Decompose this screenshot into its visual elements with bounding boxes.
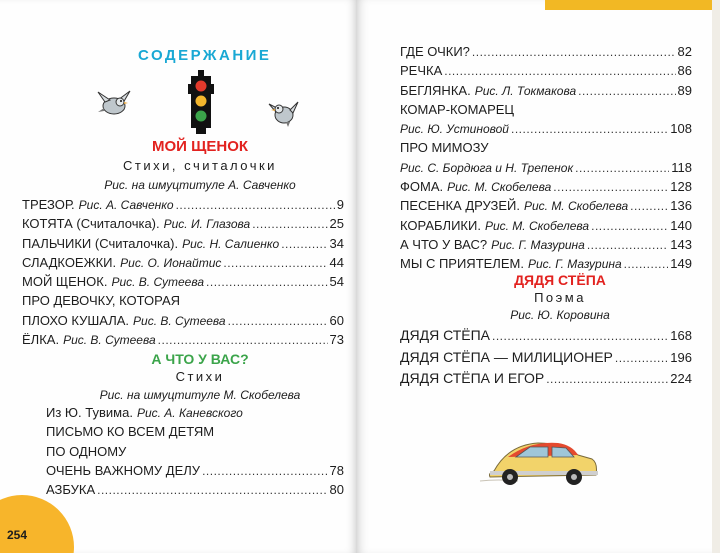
- toc-leader-dots: [587, 237, 668, 252]
- toc-entry-illustrator: Рис. М. Скобелева: [484, 218, 590, 233]
- sparrow-icon: [268, 98, 300, 128]
- toc-entry-title: РЕЧКА: [400, 63, 443, 79]
- toc-entry-title: Из Ю. Тувима.: [46, 405, 133, 420]
- toc-entry: [400, 198, 692, 217]
- toc-entry-title: ПРО МИМОЗУ: [400, 140, 489, 156]
- toc-entry-title: ГДЕ ОЧКИ?: [400, 44, 470, 59]
- toc-entry: [400, 83, 692, 102]
- toc-entry-page: 44: [329, 254, 344, 270]
- toc-entry: [22, 293, 344, 312]
- toc-entry-page: 168: [670, 328, 692, 343]
- toc-leader-dots: [615, 350, 668, 365]
- toc-entry-illustrator: Рис. О. Ионайтис: [120, 255, 222, 270]
- toc-entry-title: ЁЛКА.: [22, 332, 60, 348]
- sparrow-icon: [96, 88, 134, 118]
- toc-entry-illustrator: Рис. Г. Мазурина: [491, 237, 585, 252]
- toc-entry-page: 89: [677, 82, 692, 98]
- toc-entry: [400, 63, 692, 82]
- toc-entry-illustrator: Рис. В. Сутеева: [111, 275, 205, 290]
- toc-entry-page: 140: [670, 217, 692, 233]
- toc-entry-title: ДЯДЯ СТЁПА — МИЛИЦИОНЕР: [400, 348, 613, 365]
- toc-leader-dots: [444, 63, 675, 78]
- toc-entry-page: 149: [670, 256, 692, 272]
- page-number: 254: [7, 528, 28, 542]
- toc-entry: [400, 121, 692, 140]
- contents-title: СОДЕРЖАНИЕ: [138, 47, 272, 64]
- toc-entry-page: 86: [677, 63, 692, 79]
- toc-leader-dots: [575, 160, 669, 175]
- toc-entry: [22, 197, 344, 216]
- toc-leader-dots: [578, 83, 675, 98]
- toc-entry: [400, 179, 692, 198]
- toc-entry-illustrator: Рис. Г. Мазурина: [527, 257, 622, 272]
- toc-entry-page: 224: [670, 371, 692, 386]
- toc-entry-title: ОЧЕНЬ ВАЖНОМУ ДЕЛУ: [46, 462, 201, 478]
- toc-entry-illustrator: Рис. В. Сутеева: [63, 333, 156, 348]
- toc-entry-title: КОМАР-КОМАРЕЦ: [400, 101, 515, 117]
- toc-entry-title: ПАЛЬЧИКИ (Считалочка).: [22, 235, 179, 251]
- toc-entry: [400, 237, 692, 256]
- toc-entry-title: ПЛОХО КУШАЛА.: [22, 312, 130, 328]
- toc-entry-page: 60: [329, 312, 344, 328]
- toc-entry: [46, 482, 344, 501]
- toc-entry-title: КОРАБЛИКИ.: [400, 217, 481, 233]
- toc-entry-page: 82: [677, 44, 692, 59]
- toc-leader-dots: [591, 218, 668, 233]
- toc-entry-page: 108: [670, 121, 692, 137]
- toc-entry: [22, 216, 344, 235]
- toc-entry: [400, 349, 692, 371]
- toc-entry-title: ПО ОДНОМУ: [46, 443, 127, 459]
- toc-leader-dots: [472, 44, 676, 59]
- toc-entry-title: КОТЯТА (Считалочка).: [22, 216, 160, 232]
- toc-entry-illustrator: Рис. А. Каневского: [136, 406, 243, 420]
- toc-leader-dots: [492, 328, 668, 343]
- toc-leader-dots: [202, 463, 327, 478]
- toc-leader-dots: [97, 482, 327, 497]
- page-edge-decoration: [545, 0, 720, 10]
- toc-entry: [400, 160, 692, 179]
- toc-entry-page: 73: [329, 332, 344, 348]
- section-note: Рис. Ю. Коровина: [510, 308, 610, 322]
- car-icon: [478, 435, 600, 493]
- toc-entry-illustrator: Рис. И. Глазова: [163, 217, 251, 232]
- toc-entry-page: 25: [329, 216, 344, 232]
- section-title: МОЙ ЩЕНОК: [151, 138, 249, 155]
- toc-entry-illustrator: Рис. В. Сутеева: [133, 313, 226, 328]
- toc-entry-title: БЕГЛЯНКА.: [400, 82, 471, 98]
- section-subtitle: Стихи: [175, 369, 225, 384]
- section-title: ДЯДЯ СТЁПА: [514, 272, 606, 288]
- traffic-light-icon: [188, 70, 214, 134]
- toc-entry-title: МОЙ ЩЕНОК.: [22, 274, 108, 290]
- toc-entry-title: ДЯДЯ СТЁПА И ЕГОР: [400, 370, 545, 386]
- toc-entry-title: СЛАДКОЕЖКИ.: [22, 254, 117, 270]
- toc-entry-page: 143: [670, 236, 692, 252]
- toc-entry: [46, 405, 344, 424]
- page-number-tab: [0, 495, 74, 553]
- toc-entry: [46, 444, 344, 463]
- toc-entry: [400, 218, 692, 237]
- toc-entry-illustrator: Рис. М. Скобелева: [523, 199, 629, 214]
- toc-leader-dots: [511, 121, 668, 136]
- toc-entry-illustrator: Рис. С. Бордюга и Н. Трепенок: [400, 160, 574, 175]
- toc-entry-title: ФОМА.: [400, 179, 444, 195]
- toc-entry-page: 196: [670, 349, 692, 365]
- toc-entry-illustrator: Рис. Н. Салиенко: [182, 236, 280, 251]
- toc-entry: [22, 255, 344, 274]
- toc-entry: [46, 463, 344, 482]
- section-title: А ЧТО У ВАС?: [151, 351, 249, 367]
- page-edge-strip: [712, 0, 720, 553]
- toc-entry-title: МЫ С ПРИЯТЕЛЕМ.: [400, 256, 524, 272]
- toc-entry-title: ТРЕЗОР.: [22, 197, 75, 212]
- toc-entry: [400, 327, 692, 349]
- toc-entry-page: 54: [329, 274, 344, 290]
- toc-leader-dots: [223, 255, 327, 270]
- toc-entry-title: АЗБУКА: [46, 482, 96, 498]
- toc-entry-page: 80: [329, 482, 344, 498]
- toc-entry-title: ПИСЬМО КО ВСЕМ ДЕТЯМ: [46, 424, 215, 440]
- toc-entry-title: ПРО ДЕВОЧКУ, КОТОРАЯ: [22, 293, 180, 309]
- toc-entry: [400, 140, 692, 159]
- toc-entry: [400, 44, 692, 63]
- toc-list: [46, 405, 344, 501]
- toc-entry-page: 9: [336, 197, 344, 212]
- toc-entry-illustrator: Рис. Л. Токмакова: [474, 83, 577, 98]
- toc-entry-page: 78: [329, 462, 344, 478]
- toc-leader-dots: [228, 313, 328, 328]
- toc-entry-illustrator: Рис. Ю. Устиновой: [400, 122, 509, 137]
- toc-list: [400, 327, 692, 392]
- toc-entry: [22, 236, 344, 255]
- toc-entry-page: 34: [329, 235, 344, 251]
- toc-leader-dots: [630, 198, 668, 213]
- toc-entry: [22, 332, 344, 351]
- toc-entry-illustrator: Рис. М. Скобелева: [447, 180, 552, 195]
- toc-entry: [46, 424, 344, 443]
- toc-entry-title: ПЕСЕНКА ДРУЗЕЙ.: [400, 198, 520, 214]
- toc-leader-dots: [252, 216, 327, 231]
- toc-leader-dots: [206, 274, 328, 289]
- toc-leader-dots: [553, 179, 668, 194]
- toc-leader-dots: [176, 197, 335, 212]
- toc-list: [400, 44, 692, 276]
- toc-entry: [400, 370, 692, 392]
- toc-entry-page: 118: [671, 159, 692, 175]
- section-subtitle: Стихи, считалочки: [123, 158, 277, 173]
- toc-list: [22, 197, 344, 351]
- toc-entry: [400, 102, 692, 121]
- section-subtitle: Поэма: [534, 290, 586, 305]
- toc-entry-title: А ЧТО У ВАС?: [400, 236, 488, 252]
- toc-leader-dots: [624, 256, 669, 271]
- toc-leader-dots: [281, 236, 327, 251]
- toc-entry-page: 128: [670, 179, 692, 195]
- toc-entry: [22, 313, 344, 332]
- section-note: Рис. на шмуцтитуле А. Савченко: [104, 178, 296, 192]
- toc-leader-dots: [546, 371, 668, 386]
- toc-leader-dots: [158, 332, 328, 347]
- toc-entry-title: ДЯДЯ СТЁПА: [400, 327, 491, 343]
- toc-entry: [22, 274, 344, 293]
- section-note: Рис. на шмуцтитуле М. Скобелева: [99, 388, 301, 402]
- toc-entry-illustrator: Рис. А. Савченко: [78, 198, 174, 212]
- toc-entry-page: 136: [670, 198, 692, 214]
